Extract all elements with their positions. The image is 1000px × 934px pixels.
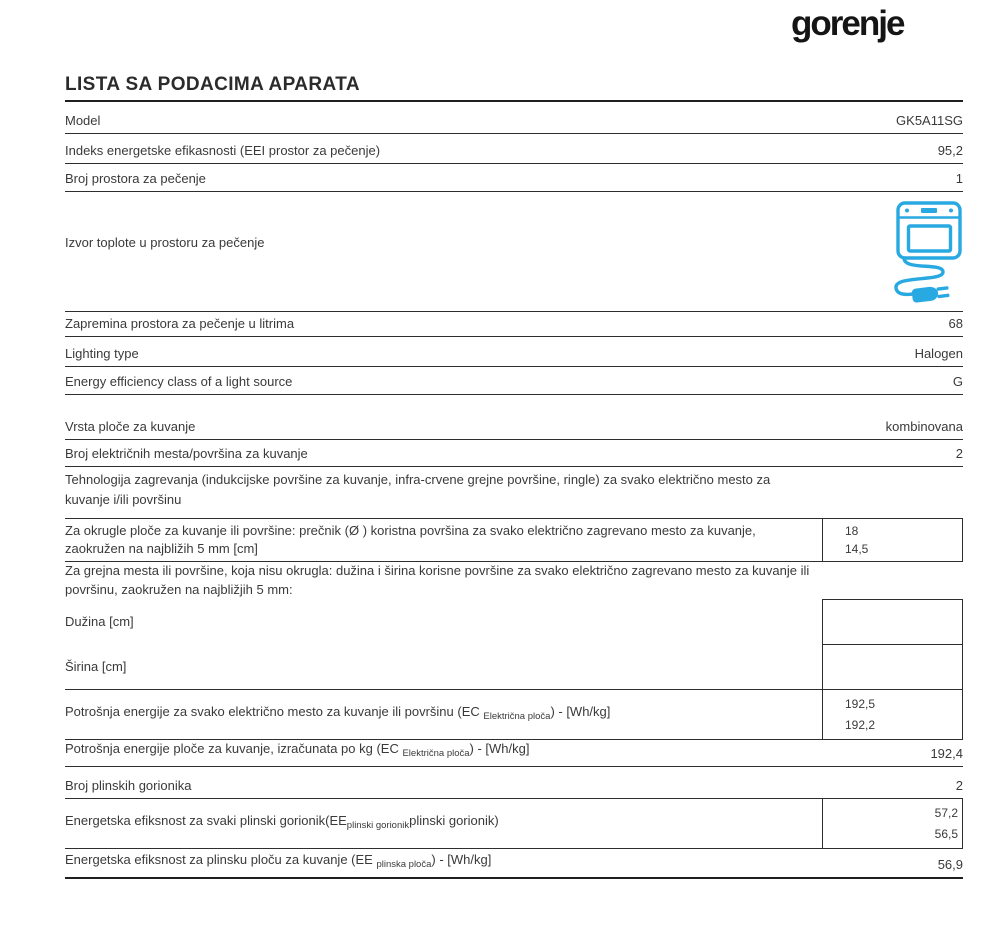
row-label: Potrošnja energije za svako električno mesto za kuvanje ili površinu (EC $_{Električna ploča}$) - [Wh/kg]: [65, 704, 611, 722]
row-value: 56,9: [937, 857, 963, 872]
row-value: 1: [955, 171, 963, 186]
row-value: 68: [948, 316, 963, 331]
subscript-label: plinski gorionik: [346, 820, 410, 831]
subscript-label: plinska ploča: [376, 859, 432, 870]
row-label: Energetska efiksnost za plinsku ploču za kuvanje (EE $_{plinska ploča}$) - [Wh/kg]: [65, 852, 492, 870]
row-value: G: [952, 374, 963, 389]
value-box: [822, 799, 963, 848]
box-value: 14,5: [845, 542, 869, 557]
table-row-ee-gas-hob: [65, 849, 963, 879]
row-label: Energy efficiency class of a light source: [65, 374, 293, 389]
gorenje-logo: gorenje: [791, 4, 904, 43]
box-value: 18: [845, 523, 859, 538]
table-row-ee-per-burner: [65, 799, 963, 849]
row-label: Energetska efiksnost za svaki plinski $gorionik(EE_{plinski gorionik}plinski$ gorionik): [65, 813, 499, 831]
row-value: 2: [955, 778, 963, 793]
row-label: Izvor toplote u prostoru za pečenje: [65, 234, 265, 250]
table-row-gas-burners-count: [65, 767, 963, 799]
table-row-ec-hob: [65, 740, 963, 767]
row-label: Potrošnja energije ploče za kuvanje, izračunata po kg (EC $_{Električna ploča}$) - [Wh/kg]: [65, 741, 530, 759]
row-label: Broj prostora za pečenje: [65, 171, 206, 186]
box-value: 57,2: [934, 806, 958, 820]
row-value: GK5A11SG: [896, 113, 963, 128]
table-row-non-round-zones: [65, 562, 963, 599]
table-row-length: [65, 599, 963, 645]
box-value: 56,5: [934, 827, 958, 841]
row-value: kombinovana: [885, 419, 963, 434]
table-row-energy-index: [65, 134, 963, 164]
value-box-empty: [822, 599, 963, 645]
row-label: Zapremina prostora za pečenje u litrima: [65, 316, 295, 331]
row-value: 192,4: [930, 746, 963, 761]
subscript-label: Električna ploča: [402, 748, 470, 759]
value-box: [822, 518, 963, 562]
row-value: 95,2: [937, 143, 963, 158]
row-value: 2: [955, 446, 963, 461]
table-row-light-efficiency-class: [65, 367, 963, 395]
table-row-hob-type: [65, 395, 963, 440]
row-label: Za grejna mesta ili površine, koja nisu okrugla: dužina i širina korisne površine za svako električno zagrevano mesto za kuvanje ili površinu, zaokružen na najbližjih 5 mm:: [65, 562, 810, 597]
row-label: Model: [65, 113, 101, 128]
table-row-heat-source: [65, 192, 963, 312]
table-row-cavity-count: [65, 164, 963, 192]
row-value: Halogen: [914, 346, 963, 361]
electric-oven-plug-icon: [883, 201, 963, 310]
row-label: Tehnologija zagrevanja (indukcijske površine za kuvanje, infra-crvene grejne površine, ringle) za svako električno mesto za kuvanje i/ili površinu: [65, 471, 771, 507]
row-label: Indeks energetske efikasnosti (EEI prostor za pečenje): [65, 143, 381, 158]
row-label: Broj plinskih gorionika: [65, 778, 192, 793]
table-row-heating-technology: [65, 467, 963, 519]
table-row-cavity-volume: [65, 312, 963, 337]
row-label: Za okrugle ploče za kuvanje ili površine: prečnik (Ø ) koristna površina za svako električno zagrevano mesto za kuvanje, zaokružen na najbližih 5 mm [cm]: [65, 523, 756, 556]
box-value: 192,5: [845, 697, 876, 711]
row-label: Vrsta ploče za kuvanje: [65, 419, 196, 434]
table-row-lighting-type: [65, 337, 963, 367]
value-box: [822, 690, 963, 739]
row-label: Širina [cm]: [65, 659, 127, 674]
row-label: Dužina [cm]: [65, 614, 134, 629]
table-row-width: [65, 645, 963, 690]
subscript-label: Električna ploča: [483, 711, 551, 722]
row-label: Broj električnih mesta/površina za kuvanje: [65, 446, 308, 461]
box-value: 192,2: [845, 718, 876, 732]
table-row-ec-per-zone: [65, 690, 963, 740]
datasheet-content: [65, 74, 963, 879]
page-title: LISTA SA PODACIMA APARATA: [65, 74, 963, 102]
value-box-empty: [822, 645, 963, 689]
table-row-round-zones-diameter: [65, 519, 963, 562]
table-row-model: [65, 102, 963, 134]
table-row-electric-zones-count: [65, 440, 963, 467]
row-label: Lighting type: [65, 346, 139, 361]
